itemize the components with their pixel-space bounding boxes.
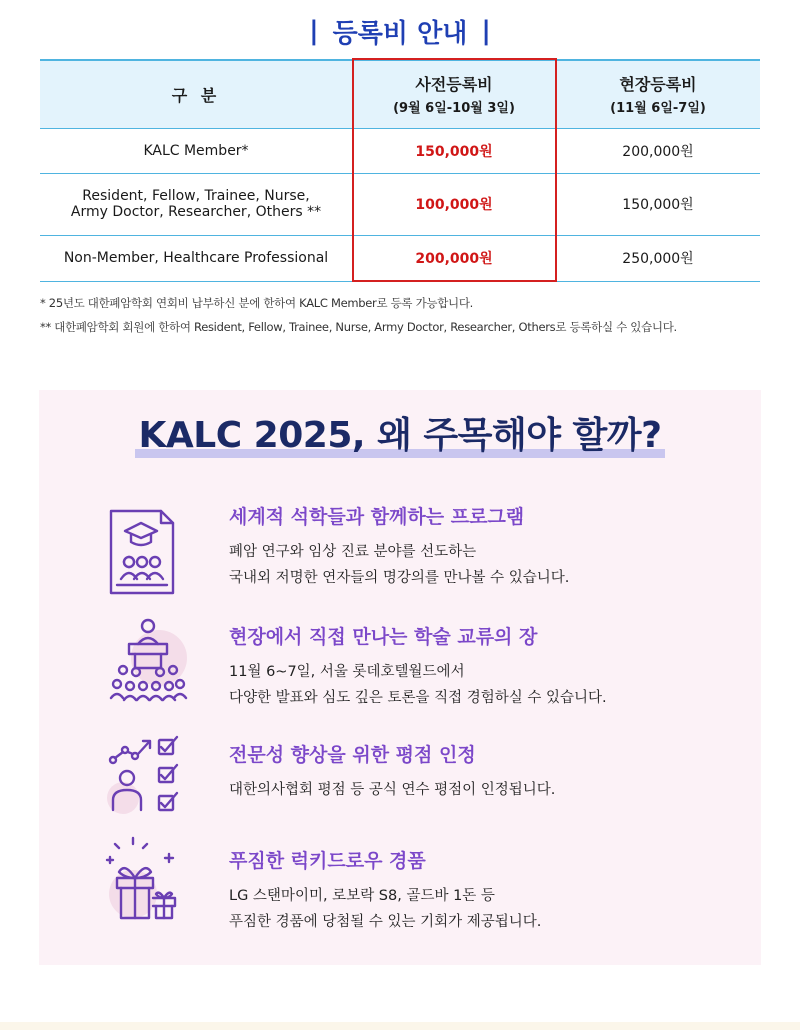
row-onsite-price: 200,000원 — [556, 128, 760, 173]
row-onsite-price: 150,000원 — [556, 173, 760, 235]
onsite-title: 현장등록비 — [619, 75, 697, 95]
feature-description: 폐암 연구와 임상 진료 분야를 선도하는 — [229, 544, 477, 560]
heading-bar-left: | — [309, 16, 319, 46]
row-early-price: 200,000원 — [352, 235, 556, 281]
fee-table-header-row — [40, 60, 760, 128]
gift-box-icon — [103, 832, 193, 922]
row-early-price: 100,000원 — [352, 173, 556, 235]
onsite-period: (11월 6일-7일) — [610, 101, 706, 117]
fee-section-heading — [0, 8, 800, 54]
early-period: (9월 6일-10월 3일) — [393, 101, 515, 117]
why-attend-section — [39, 390, 761, 965]
lecture-audience-icon — [103, 507, 193, 597]
header-category: 구 분 — [40, 60, 352, 128]
row-early-price: 150,000원 — [352, 128, 556, 173]
feature-description: 푸짐한 경품에 당첨될 수 있는 기회가 제공됩니다. — [229, 914, 542, 930]
early-title: 사전등록비 — [415, 75, 493, 95]
feature-description: 다양한 발표와 심도 깊은 토론을 직접 경험하실 수 있습니다. — [229, 690, 607, 706]
row-category-line: Resident, Fellow, Trainee, Nurse, — [82, 188, 310, 204]
row-category: Non-Member, Healthcare Professional — [40, 235, 352, 281]
row-onsite-price: 250,000원 — [556, 235, 760, 281]
feature-description: 11월 6~7일, 서울 롯데호텔월드에서 — [229, 664, 465, 680]
feature-title: 전문성 향상을 위한 평점 인정 — [229, 744, 476, 766]
table-row — [40, 128, 760, 173]
row-category-line: Army Doctor, Researcher, Others ** — [70, 204, 322, 220]
fee-heading-text: 등록비 안내 — [332, 18, 468, 49]
bottom-strip — [0, 1022, 800, 1030]
why-title-text: KALC 2025, 왜 주목해야 할까? — [135, 414, 666, 458]
growth-checklist-icon — [103, 728, 193, 818]
table-row — [40, 173, 760, 235]
conference-podium-icon — [103, 614, 193, 704]
fee-note: * 25년도 대한폐암학회 연회비 납부하신 분에 한하여 KALC Member로 등록 가능합니다. — [40, 296, 473, 310]
table-row — [40, 235, 760, 281]
feature-title: 세계적 석학들과 함께하는 프로그램 — [229, 506, 525, 528]
heading-bar-right: | — [481, 16, 491, 46]
row-category — [40, 173, 352, 235]
feature-title: 현장에서 직접 만나는 학술 교류의 장 — [229, 626, 538, 648]
feature-title: 푸짐한 럭키드로우 경품 — [229, 850, 426, 872]
header-early-registration — [352, 60, 556, 128]
row-category: KALC Member* — [40, 128, 352, 173]
fee-notes — [40, 295, 770, 343]
feature-description: 대한의사협회 평점 등 공식 연수 평점이 인정됩니다. — [229, 782, 556, 798]
feature-description: LG 스탠마이미, 로보락 S8, 골드바 1돈 등 — [229, 888, 495, 904]
fee-note: ** 대한폐암학회 회원에 한하여 Resident, Fellow, Trainee, Nurse, Army Doctor, Researcher, Others로 등록하실 수 있습니다. — [40, 320, 677, 334]
why-title — [39, 414, 761, 458]
registration-fee-table — [40, 59, 760, 282]
feature-description: 국내외 저명한 연자들의 명강의를 만나볼 수 있습니다. — [229, 570, 570, 586]
header-onsite-registration — [556, 60, 760, 128]
